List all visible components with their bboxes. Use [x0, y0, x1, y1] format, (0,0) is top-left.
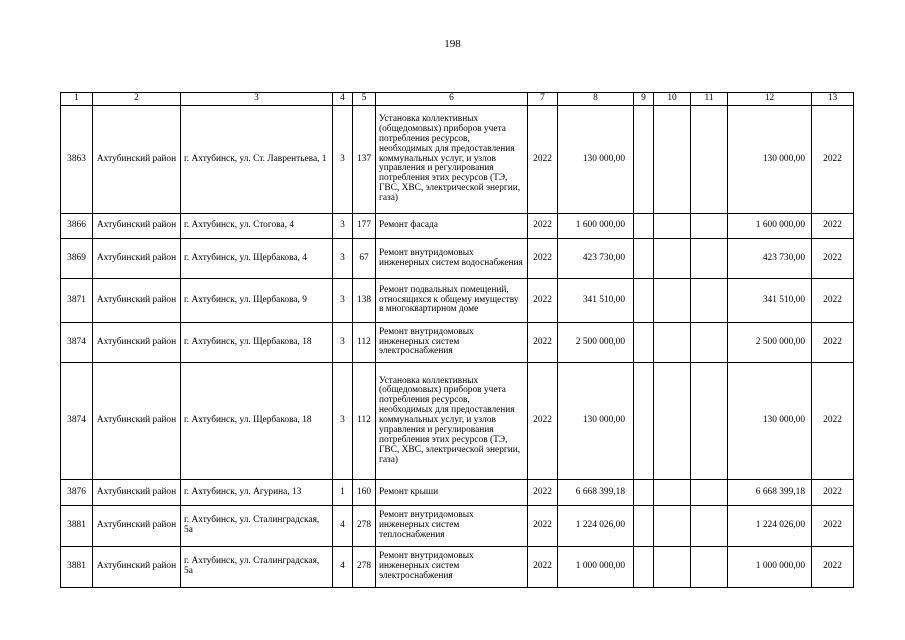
- cell-col-10: [654, 239, 691, 279]
- work-type: Ремонт внутридомовых инженерных систем водоснабжения: [376, 239, 528, 279]
- cell-col-9: [634, 480, 654, 506]
- column-number-row: [61, 93, 854, 106]
- cell-col-11: [691, 480, 728, 506]
- cost-amount: 1 000 000,00: [728, 547, 812, 588]
- year: 2022: [528, 547, 558, 588]
- cell-col-4: 3: [333, 323, 353, 363]
- completion-year: 2022: [812, 214, 854, 239]
- cell-col-9: [634, 363, 654, 480]
- completion-year: 2022: [812, 547, 854, 588]
- cell-col-10: [654, 214, 691, 239]
- completion-year: 2022: [812, 239, 854, 279]
- year: 2022: [528, 214, 558, 239]
- register-table: [60, 92, 854, 588]
- cell-col-5: 137: [353, 106, 376, 214]
- address: г. Ахтубинск, ул. Щербакова, 18: [181, 363, 333, 480]
- table-row: [61, 547, 854, 588]
- record-number: 3881: [61, 506, 93, 547]
- address: г. Ахтубинск, ул. Стогова, 4: [181, 214, 333, 239]
- district: Ахтубинский район: [93, 239, 181, 279]
- total-cost: 2 500 000,00: [558, 323, 634, 363]
- total-cost: 341 510,00: [558, 279, 634, 323]
- column-header-7: 7: [528, 93, 558, 106]
- year: 2022: [528, 239, 558, 279]
- cost-amount: 130 000,00: [728, 363, 812, 480]
- completion-year: 2022: [812, 279, 854, 323]
- column-header-11: 11: [691, 93, 728, 106]
- column-header-9: 9: [634, 93, 654, 106]
- cell-col-11: [691, 279, 728, 323]
- district: Ахтубинский район: [93, 506, 181, 547]
- work-type: Ремонт крыши: [376, 480, 528, 506]
- cell-col-5: 278: [353, 547, 376, 588]
- cost-amount: 1 600 000,00: [728, 214, 812, 239]
- cell-col-9: [634, 506, 654, 547]
- record-number: 3874: [61, 323, 93, 363]
- year: 2022: [528, 106, 558, 214]
- cell-col-5: 138: [353, 279, 376, 323]
- cell-col-10: [654, 323, 691, 363]
- completion-year: 2022: [812, 480, 854, 506]
- cell-col-5: 67: [353, 239, 376, 279]
- cell-col-11: [691, 506, 728, 547]
- cell-col-9: [634, 239, 654, 279]
- cell-col-11: [691, 323, 728, 363]
- total-cost: 1 000 000,00: [558, 547, 634, 588]
- cell-col-9: [634, 547, 654, 588]
- cell-col-5: 160: [353, 480, 376, 506]
- record-number: 3863: [61, 106, 93, 214]
- cell-col-10: [654, 547, 691, 588]
- column-header-3: 3: [181, 93, 333, 106]
- year: 2022: [528, 480, 558, 506]
- work-type: Ремонт подвальных помещений, относящихся к общему имуществу в многоквартирном доме: [376, 279, 528, 323]
- district: Ахтубинский район: [93, 279, 181, 323]
- work-type: Ремонт внутридомовых инженерных систем электроснабжения: [376, 323, 528, 363]
- column-header-10: 10: [654, 93, 691, 106]
- district: Ахтубинский район: [93, 214, 181, 239]
- year: 2022: [528, 323, 558, 363]
- cell-col-4: 4: [333, 547, 353, 588]
- cost-amount: 130 000,00: [728, 106, 812, 214]
- cell-col-9: [634, 323, 654, 363]
- total-cost: 1 600 000,00: [558, 214, 634, 239]
- column-header-8: 8: [558, 93, 634, 106]
- district: Ахтубинский район: [93, 547, 181, 588]
- record-number: 3871: [61, 279, 93, 323]
- column-header-2: 2: [93, 93, 181, 106]
- table-row: [61, 214, 854, 239]
- total-cost: 130 000,00: [558, 106, 634, 214]
- cell-col-4: 3: [333, 363, 353, 480]
- cell-col-5: 278: [353, 506, 376, 547]
- column-header-6: 6: [376, 93, 528, 106]
- cost-amount: 2 500 000,00: [728, 323, 812, 363]
- cell-col-10: [654, 363, 691, 480]
- record-number: 3866: [61, 214, 93, 239]
- address: г. Ахтубинск, ул. Агурина, 13: [181, 480, 333, 506]
- cell-col-10: [654, 506, 691, 547]
- cell-col-9: [634, 214, 654, 239]
- table-row: [61, 279, 854, 323]
- cell-col-11: [691, 547, 728, 588]
- record-number: 3881: [61, 547, 93, 588]
- cell-col-9: [634, 106, 654, 214]
- completion-year: 2022: [812, 106, 854, 214]
- cell-col-10: [654, 106, 691, 214]
- address: г. Ахтубинск, ул. Щербакова, 4: [181, 239, 333, 279]
- table-row: [61, 480, 854, 506]
- completion-year: 2022: [812, 506, 854, 547]
- cost-amount: 1 224 026,00: [728, 506, 812, 547]
- district: Ахтубинский район: [93, 363, 181, 480]
- total-cost: 1 224 026,00: [558, 506, 634, 547]
- column-header-4: 4: [333, 93, 353, 106]
- column-header-13: 13: [812, 93, 854, 106]
- cell-col-10: [654, 480, 691, 506]
- year: 2022: [528, 279, 558, 323]
- table-row: [61, 506, 854, 547]
- table-row: [61, 239, 854, 279]
- work-type: Ремонт внутридомовых инженерных систем теплоснабжения: [376, 506, 528, 547]
- cell-col-4: 3: [333, 106, 353, 214]
- page-number: 198: [444, 38, 461, 50]
- work-type: Установка коллективных (общедомовых) приборов учета потребления ресурсов, необходимых для предоставления коммунальных услуг, и узлов управления и регулирования потребления этих ресурсов (ТЭ, ГВС, ХВС, электрической энергии, газа): [376, 363, 528, 480]
- column-header-1: 1: [61, 93, 93, 106]
- cost-amount: 341 510,00: [728, 279, 812, 323]
- cell-col-5: 177: [353, 214, 376, 239]
- column-header-5: 5: [353, 93, 376, 106]
- cost-amount: 423 730,00: [728, 239, 812, 279]
- address: г. Ахтубинск, ул. Сталинградская, 5а: [181, 506, 333, 547]
- cell-col-5: 112: [353, 363, 376, 480]
- district: Ахтубинский район: [93, 323, 181, 363]
- cell-col-11: [691, 214, 728, 239]
- cell-col-4: 3: [333, 239, 353, 279]
- cell-col-10: [654, 279, 691, 323]
- cell-col-9: [634, 279, 654, 323]
- table-row: [61, 323, 854, 363]
- work-type: Ремонт фасада: [376, 214, 528, 239]
- work-type: Установка коллективных (общедомовых) приборов учета потребления ресурсов, необходимых для предоставления коммунальных услуг, и узлов управления и регулирования потребления этих ресурсов (ТЭ, ГВС, ХВС, электрической энергии, газа): [376, 106, 528, 214]
- completion-year: 2022: [812, 323, 854, 363]
- total-cost: 6 668 399,18: [558, 480, 634, 506]
- district: Ахтубинский район: [93, 480, 181, 506]
- table-row: [61, 363, 854, 480]
- year: 2022: [528, 506, 558, 547]
- cost-amount: 6 668 399,18: [728, 480, 812, 506]
- address: г. Ахтубинск, ул. Сталинградская, 5а: [181, 547, 333, 588]
- cell-col-4: 3: [333, 279, 353, 323]
- cell-col-11: [691, 363, 728, 480]
- address: г. Ахтубинск, ул. Щербакова, 18: [181, 323, 333, 363]
- completion-year: 2022: [812, 363, 854, 480]
- cell-col-5: 112: [353, 323, 376, 363]
- total-cost: 423 730,00: [558, 239, 634, 279]
- cell-col-11: [691, 239, 728, 279]
- record-number: 3876: [61, 480, 93, 506]
- record-number: 3869: [61, 239, 93, 279]
- address: г. Ахтубинск, ул. Ст. Лаврентьева, 1: [181, 106, 333, 214]
- address: г. Ахтубинск, ул. Щербакова, 9: [181, 279, 333, 323]
- record-number: 3874: [61, 363, 93, 480]
- cell-col-4: 4: [333, 506, 353, 547]
- work-type: Ремонт внутридомовых инженерных систем электроснабжения: [376, 547, 528, 588]
- table-row: [61, 106, 854, 214]
- total-cost: 130 000,00: [558, 363, 634, 480]
- district: Ахтубинский район: [93, 106, 181, 214]
- cell-col-4: 3: [333, 214, 353, 239]
- cell-col-4: 1: [333, 480, 353, 506]
- cell-col-11: [691, 106, 728, 214]
- column-header-12: 12: [728, 93, 812, 106]
- year: 2022: [528, 363, 558, 480]
